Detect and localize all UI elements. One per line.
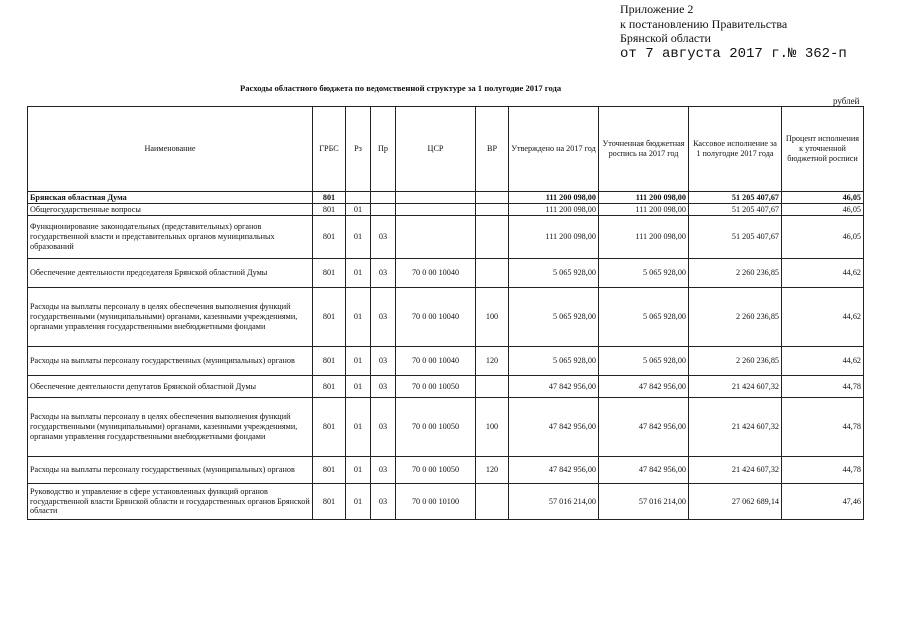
cell-name: Общегосударственные вопросы — [28, 204, 313, 216]
cell-csr: 70 0 00 10040 — [396, 288, 476, 347]
col-header-csr: ЦСР — [396, 107, 476, 192]
document-title: Расходы областного бюджета по ведомственной структуре за 1 полугодие 2017 года — [240, 83, 562, 93]
cell-percent: 44,78 — [782, 457, 864, 484]
cell-cash: 21 424 607,32 — [689, 398, 782, 457]
col-header-vr: ВР — [476, 107, 509, 192]
cell-rz: 01 — [346, 484, 371, 520]
cell-percent: 44,78 — [782, 376, 864, 398]
cell-approved: 47 842 956,00 — [509, 376, 599, 398]
cell-csr: 70 0 00 10050 — [396, 376, 476, 398]
cell-vr — [476, 259, 509, 288]
cell-percent: 44,78 — [782, 398, 864, 457]
appendix-line-1: Приложение 2 — [620, 2, 694, 16]
cell-vr — [476, 204, 509, 216]
cell-name: Обеспечение деятельности депутатов Брянской областной Думы — [28, 376, 313, 398]
cell-cash: 51 205 407,67 — [689, 204, 782, 216]
col-header-cash: Кассовое исполнение за 1 полугодие 2017 года — [689, 107, 782, 192]
cell-rz — [346, 192, 371, 204]
col-header-grbs: ГРБС — [313, 107, 346, 192]
cell-vr — [476, 192, 509, 204]
col-header-approved: Утверждено на 2017 год — [509, 107, 599, 192]
cell-cash: 21 424 607,32 — [689, 457, 782, 484]
col-header-rz: Рз — [346, 107, 371, 192]
cell-approved: 5 065 928,00 — [509, 259, 599, 288]
cell-csr — [396, 192, 476, 204]
cell-vr — [476, 484, 509, 520]
cell-percent: 44,62 — [782, 288, 864, 347]
cell-grbs: 801 — [313, 484, 346, 520]
table-row — [28, 192, 864, 204]
cell-cash: 21 424 607,32 — [689, 376, 782, 398]
cell-csr: 70 0 00 10050 — [396, 398, 476, 457]
cell-cash: 51 205 407,67 — [689, 216, 782, 259]
cell-grbs: 801 — [313, 192, 346, 204]
cell-approved: 111 200 098,00 — [509, 204, 599, 216]
cell-approved: 57 016 214,00 — [509, 484, 599, 520]
table-row — [28, 204, 864, 216]
col-header-name: Наименование — [28, 107, 313, 192]
cell-pr: 03 — [371, 216, 396, 259]
cell-percent: 44,62 — [782, 347, 864, 376]
cell-percent: 46,05 — [782, 216, 864, 259]
cell-pr: 03 — [371, 288, 396, 347]
cell-vr: 120 — [476, 347, 509, 376]
table-row — [28, 457, 864, 484]
cell-pr: 03 — [371, 347, 396, 376]
cell-name: Расходы на выплаты персоналу в целях обеспечения выполнения функций государственными (муниципальными) органами, казенными учреждениями, органами управления государственными внебюджетными фондами — [28, 398, 313, 457]
cell-rz: 01 — [346, 457, 371, 484]
cell-rz: 01 — [346, 259, 371, 288]
cell-name: Руководство и управление в сфере установленных функций органов государственной власти Брянской области и государственных органов Брянской области — [28, 484, 313, 520]
cell-approved: 5 065 928,00 — [509, 347, 599, 376]
cell-refined: 111 200 098,00 — [599, 192, 689, 204]
cell-vr: 100 — [476, 288, 509, 347]
cell-refined: 111 200 098,00 — [599, 216, 689, 259]
cell-csr: 70 0 00 10100 — [396, 484, 476, 520]
cell-grbs: 801 — [313, 259, 346, 288]
cell-pr — [371, 192, 396, 204]
budget-table — [27, 106, 864, 520]
cell-name: Функционирование законодательных (представительных) органов государственной власти и представительных органов муниципальных образований — [28, 216, 313, 259]
cell-vr — [476, 376, 509, 398]
cell-refined: 57 016 214,00 — [599, 484, 689, 520]
cell-cash: 2 260 236,85 — [689, 288, 782, 347]
cell-csr: 70 0 00 10050 — [396, 457, 476, 484]
cell-csr — [396, 216, 476, 259]
cell-vr — [476, 216, 509, 259]
table-row — [28, 398, 864, 457]
appendix-header — [620, 2, 847, 61]
col-header-pr: Пр — [371, 107, 396, 192]
cell-grbs: 801 — [313, 457, 346, 484]
col-header-refined: Уточненная бюджетная роспись на 2017 год — [599, 107, 689, 192]
col-header-percent: Процент исполнения к уточненной бюджетной росписи — [782, 107, 864, 192]
cell-refined: 5 065 928,00 — [599, 288, 689, 347]
cell-approved: 111 200 098,00 — [509, 216, 599, 259]
cell-pr: 03 — [371, 376, 396, 398]
cell-percent: 44,62 — [782, 259, 864, 288]
cell-vr: 120 — [476, 457, 509, 484]
cell-pr: 03 — [371, 259, 396, 288]
appendix-line-2: к постановлению Правительства — [620, 16, 788, 31]
cell-rz: 01 — [346, 204, 371, 216]
cell-refined: 111 200 098,00 — [599, 204, 689, 216]
cell-vr: 100 — [476, 398, 509, 457]
table-row — [28, 288, 864, 347]
cell-grbs: 801 — [313, 376, 346, 398]
table-row — [28, 216, 864, 259]
table-row — [28, 259, 864, 288]
cell-rz: 01 — [346, 288, 371, 347]
cell-cash: 2 260 236,85 — [689, 259, 782, 288]
table-row — [28, 376, 864, 398]
cell-pr: 03 — [371, 484, 396, 520]
cell-approved: 47 842 956,00 — [509, 457, 599, 484]
cell-grbs: 801 — [313, 288, 346, 347]
cell-pr: 03 — [371, 398, 396, 457]
cell-csr: 70 0 00 10040 — [396, 347, 476, 376]
cell-percent: 46,05 — [782, 204, 864, 216]
cell-cash: 2 260 236,85 — [689, 347, 782, 376]
cell-refined: 47 842 956,00 — [599, 376, 689, 398]
cell-name: Расходы на выплаты персоналу государственных (муниципальных) органов — [28, 457, 313, 484]
cell-name: Брянская областная Дума — [28, 192, 313, 204]
cell-percent: 47,46 — [782, 484, 864, 520]
cell-name: Расходы на выплаты персоналу в целях обеспечения выполнения функций государственными (муниципальными) органами, казенными учреждениями, органами управления государственными внебюджетными фондами — [28, 288, 313, 347]
cell-refined: 5 065 928,00 — [599, 347, 689, 376]
cell-cash: 27 062 689,14 — [689, 484, 782, 520]
cell-approved: 111 200 098,00 — [509, 192, 599, 204]
cell-rz: 01 — [346, 398, 371, 457]
cell-name: Расходы на выплаты персоналу государственных (муниципальных) органов — [28, 347, 313, 376]
cell-pr: 03 — [371, 457, 396, 484]
table-header-row — [28, 107, 864, 192]
cell-grbs: 801 — [313, 347, 346, 376]
cell-pr — [371, 204, 396, 216]
table-row — [28, 347, 864, 376]
appendix-date: от 7 августа 2017 г.№ 362-п — [620, 45, 847, 62]
table-row — [28, 484, 864, 520]
cell-percent: 46,05 — [782, 192, 864, 204]
cell-csr — [396, 204, 476, 216]
cell-rz: 01 — [346, 376, 371, 398]
cell-csr: 70 0 00 10040 — [396, 259, 476, 288]
cell-rz: 01 — [346, 216, 371, 259]
cell-refined: 5 065 928,00 — [599, 259, 689, 288]
cell-grbs: 801 — [313, 216, 346, 259]
cell-grbs: 801 — [313, 398, 346, 457]
cell-rz: 01 — [346, 347, 371, 376]
cell-approved: 5 065 928,00 — [509, 288, 599, 347]
appendix-line-3: Брянской области — [620, 31, 711, 45]
cell-refined: 47 842 956,00 — [599, 398, 689, 457]
cell-cash: 51 205 407,67 — [689, 192, 782, 204]
cell-name: Обеспечение деятельности председателя Брянской областной Думы — [28, 259, 313, 288]
units-label: рублей — [833, 96, 860, 106]
cell-refined: 47 842 956,00 — [599, 457, 689, 484]
cell-grbs: 801 — [313, 204, 346, 216]
cell-approved: 47 842 956,00 — [509, 398, 599, 457]
